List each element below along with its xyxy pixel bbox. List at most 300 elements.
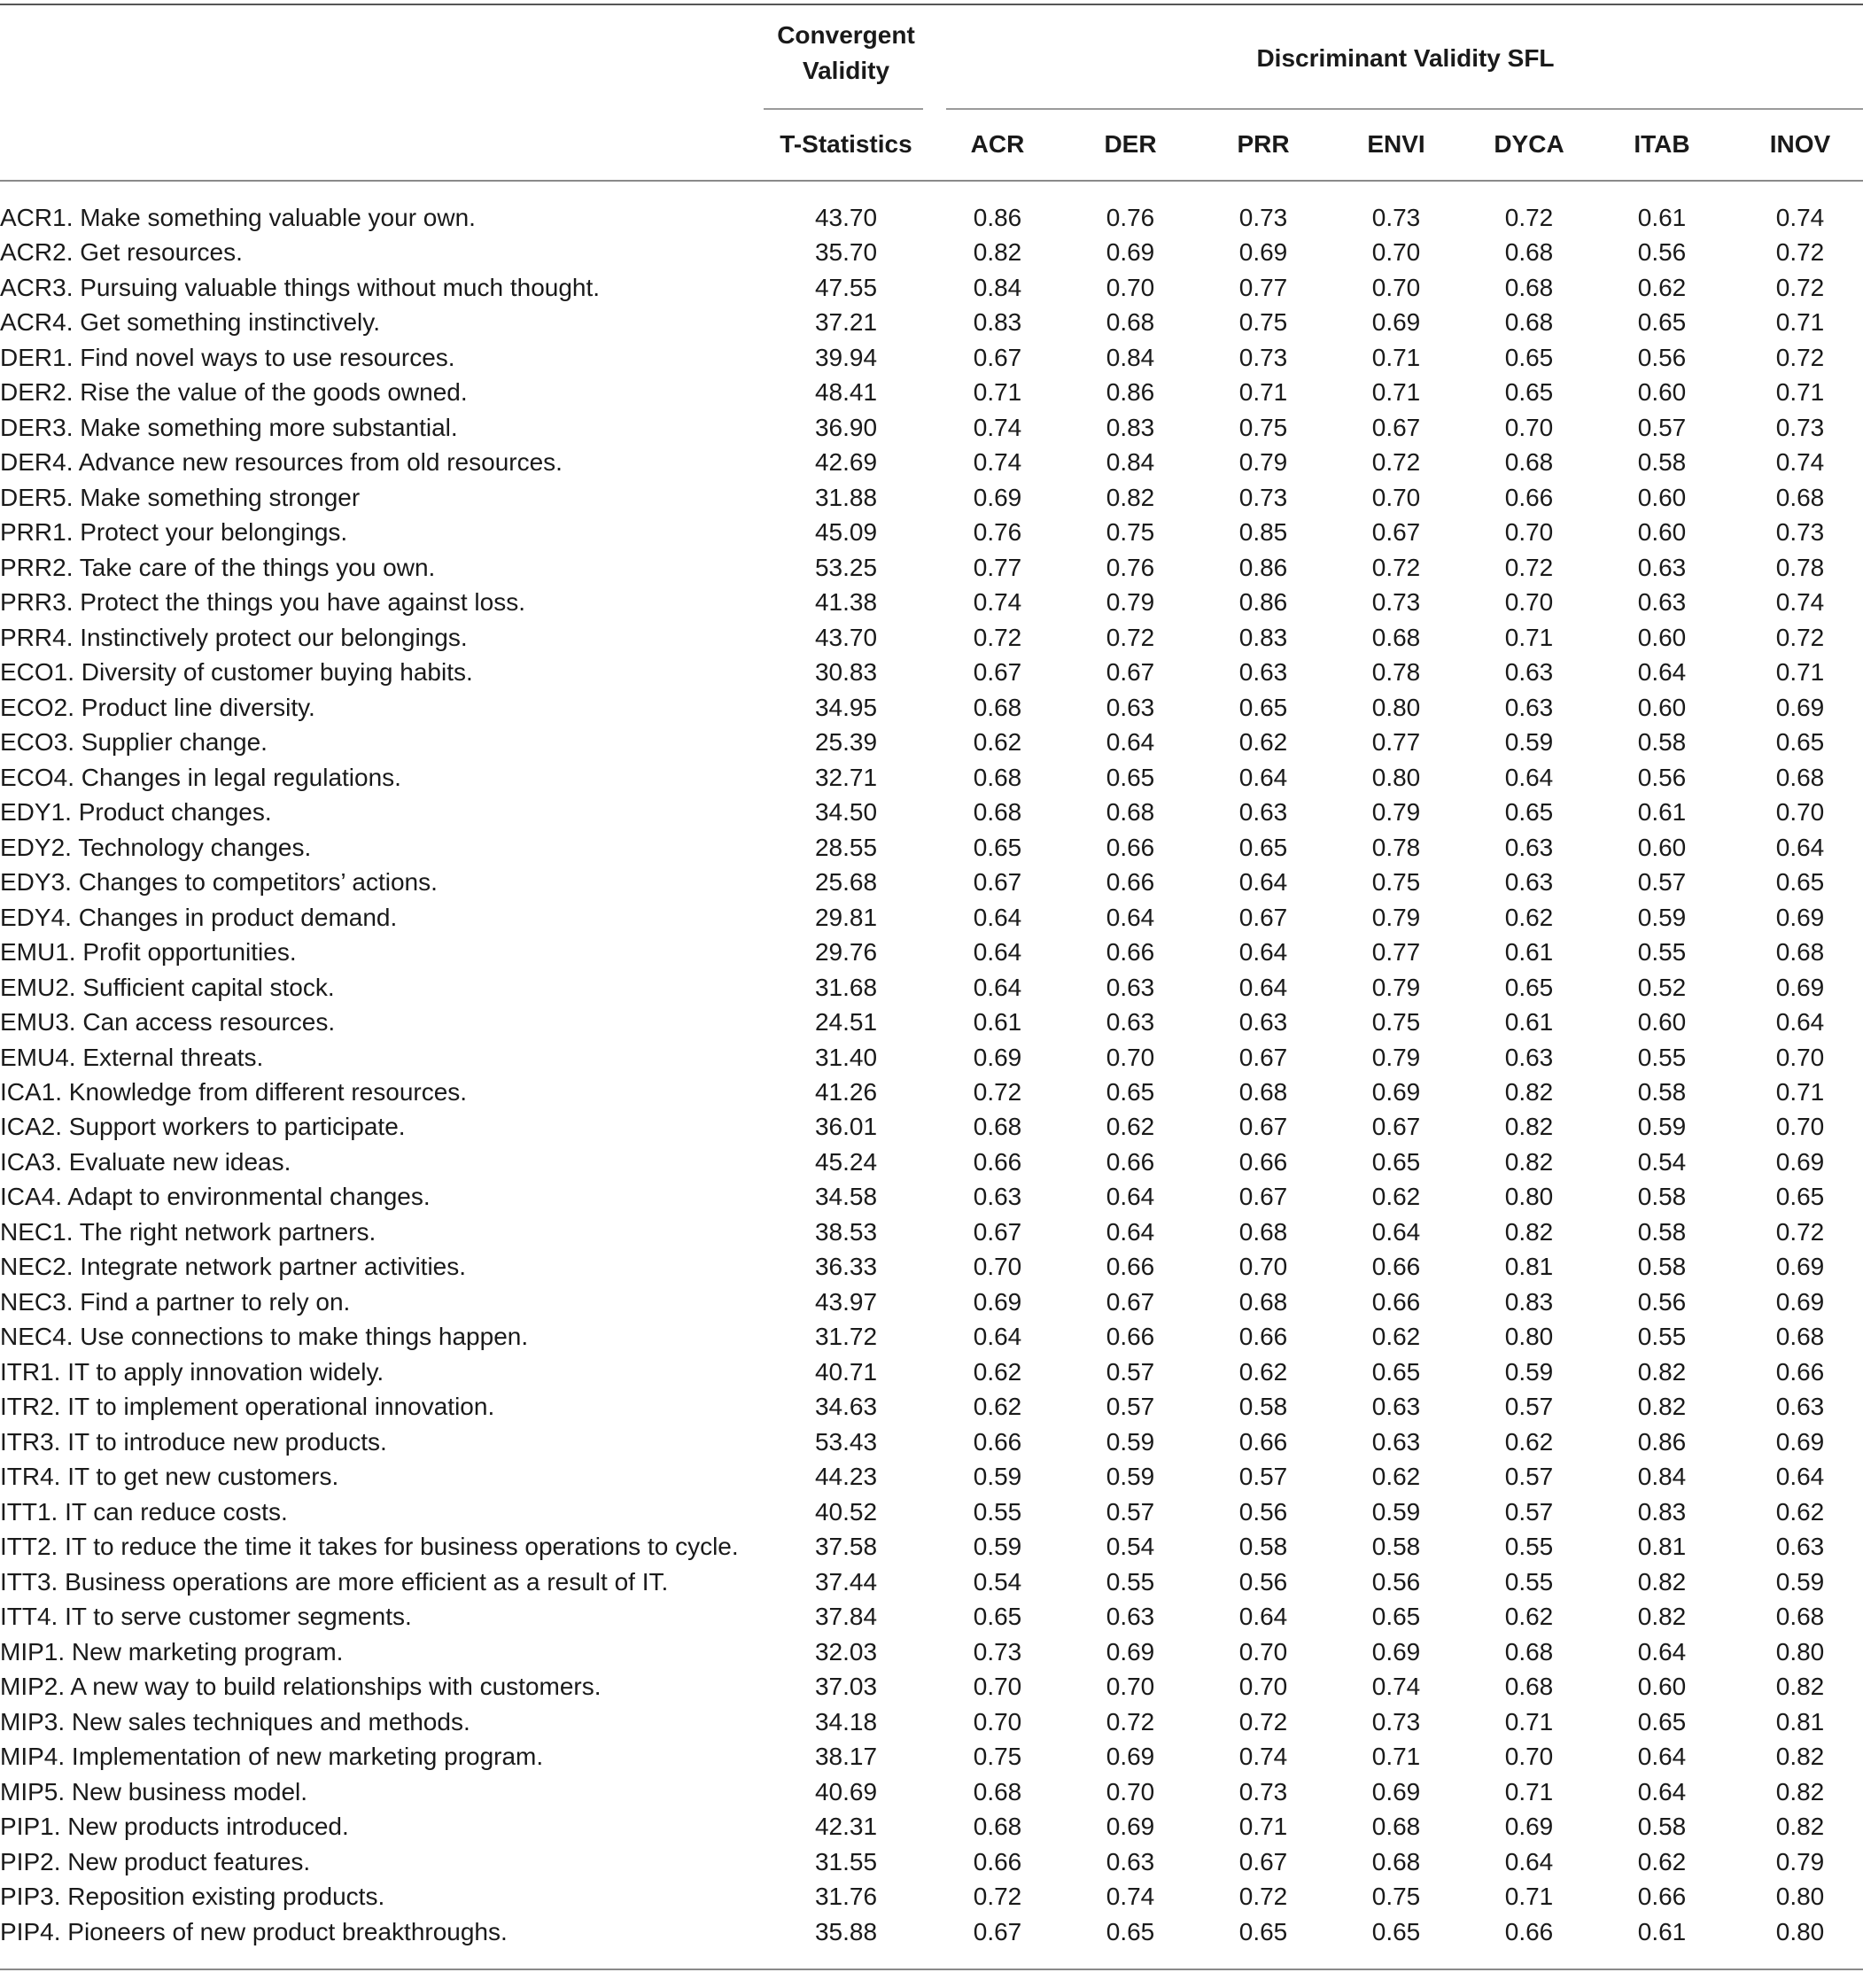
value-cell-inov: 0.63 [1775, 1533, 1825, 1561]
table-row [0, 865, 1863, 900]
value-cell-inov: 0.82 [1775, 1813, 1825, 1841]
item-label: ACR4. Get something instinctively. [0, 308, 380, 337]
value-cell-itab: 0.58 [1637, 728, 1687, 757]
value-cell-der: 0.70 [1106, 1673, 1155, 1701]
value-cell-t-statistics: 28.55 [814, 833, 878, 861]
value-cell-envi: 0.80 [1371, 763, 1421, 791]
value-cell-acr: 0.86 [973, 204, 1022, 231]
value-cell-itab: 0.60 [1637, 483, 1687, 511]
value-cell-itab: 0.61 [1637, 798, 1687, 827]
table-row [0, 1215, 1863, 1250]
value-cell-inov: 0.79 [1775, 1847, 1825, 1875]
item-label: ITR3. IT to introduce new products. [0, 1427, 387, 1456]
value-cell-der: 0.57 [1106, 1393, 1155, 1421]
value-cell-dyca: 0.82 [1504, 1078, 1554, 1106]
value-cell-envi: 0.71 [1371, 343, 1421, 371]
table-row [0, 900, 1863, 936]
value-cell-dyca: 0.71 [1504, 1883, 1554, 1911]
value-cell-inov: 0.69 [1775, 903, 1825, 931]
value-cell-prr: 0.68 [1238, 1078, 1288, 1106]
value-cell-envi: 0.70 [1371, 238, 1421, 267]
value-cell-t-statistics: 37.21 [814, 308, 878, 337]
value-cell-inov: 0.80 [1775, 1917, 1825, 1945]
value-cell-prr: 0.75 [1238, 413, 1288, 441]
item-label: ECO2. Product line diversity. [0, 693, 315, 721]
value-cell-envi: 0.68 [1371, 1847, 1421, 1875]
table-row [0, 1075, 1863, 1110]
value-cell-itab: 0.82 [1637, 1393, 1687, 1421]
value-cell-envi: 0.79 [1371, 1043, 1421, 1071]
value-cell-t-statistics: 41.38 [814, 588, 878, 617]
value-cell-acr: 0.69 [973, 483, 1022, 511]
item-label: MIP3. New sales techniques and methods. [0, 1707, 470, 1736]
header-bottom-rule [0, 180, 1863, 182]
value-cell-itab: 0.60 [1637, 1008, 1687, 1037]
value-cell-der: 0.84 [1106, 448, 1155, 477]
value-cell-prr: 0.68 [1238, 1287, 1288, 1316]
value-cell-dyca: 0.66 [1504, 483, 1554, 511]
value-cell-t-statistics: 39.94 [814, 343, 878, 371]
value-cell-prr: 0.56 [1238, 1497, 1288, 1526]
value-cell-acr: 0.64 [973, 1323, 1022, 1351]
value-cell-inov: 0.72 [1775, 273, 1825, 301]
table-row [0, 1844, 1863, 1880]
table-row [0, 1389, 1863, 1425]
value-cell-envi: 0.73 [1371, 204, 1421, 231]
value-cell-acr: 0.73 [973, 1637, 1022, 1666]
value-cell-dyca: 0.63 [1504, 1043, 1554, 1071]
value-cell-prr: 0.63 [1238, 798, 1288, 827]
value-cell-acr: 0.66 [973, 1847, 1022, 1875]
value-cell-dyca: 0.68 [1504, 273, 1554, 301]
value-cell-inov: 0.68 [1775, 1323, 1825, 1351]
value-cell-dyca: 0.70 [1504, 413, 1554, 441]
value-cell-prr: 0.73 [1238, 483, 1288, 511]
value-cell-t-statistics: 37.84 [814, 1603, 878, 1631]
item-label: MIP4. Implementation of new marketing program. [0, 1743, 544, 1771]
value-cell-dyca: 0.55 [1504, 1567, 1554, 1596]
value-cell-envi: 0.71 [1371, 1743, 1421, 1771]
value-cell-itab: 0.64 [1637, 1743, 1687, 1771]
value-cell-acr: 0.69 [973, 1287, 1022, 1316]
value-cell-t-statistics: 34.95 [814, 693, 878, 721]
value-cell-der: 0.69 [1106, 1743, 1155, 1771]
value-cell-dyca: 0.62 [1504, 1603, 1554, 1631]
value-cell-prr: 0.68 [1238, 1217, 1288, 1246]
table-row [0, 725, 1863, 760]
value-cell-dyca: 0.71 [1504, 623, 1554, 651]
value-cell-t-statistics: 53.25 [814, 553, 878, 581]
value-cell-dyca: 0.62 [1504, 1427, 1554, 1456]
item-label: EDY4. Changes in product demand. [0, 903, 398, 931]
value-cell-prr: 0.66 [1238, 1323, 1288, 1351]
value-cell-itab: 0.63 [1637, 588, 1687, 617]
item-label: NEC2. Integrate network partner activities. [0, 1253, 467, 1281]
value-cell-itab: 0.55 [1637, 938, 1687, 967]
value-cell-inov: 0.82 [1775, 1743, 1825, 1771]
value-cell-dyca: 0.68 [1504, 1673, 1554, 1701]
table-row [0, 1914, 1863, 1950]
table-row [0, 1355, 1863, 1390]
value-cell-t-statistics: 31.40 [814, 1043, 878, 1071]
value-cell-der: 0.66 [1106, 938, 1155, 967]
value-cell-envi: 0.62 [1371, 1323, 1421, 1351]
value-cell-prr: 0.77 [1238, 273, 1288, 301]
value-cell-dyca: 0.55 [1504, 1533, 1554, 1561]
value-cell-prr: 0.64 [1238, 763, 1288, 791]
value-cell-envi: 0.63 [1371, 1427, 1421, 1456]
value-cell-inov: 0.82 [1775, 1673, 1825, 1701]
item-label: ICA3. Evaluate new ideas. [0, 1147, 291, 1176]
value-cell-t-statistics: 25.39 [814, 728, 878, 757]
value-cell-itab: 0.56 [1637, 343, 1687, 371]
value-cell-prr: 0.67 [1238, 1043, 1288, 1071]
table-row [0, 305, 1863, 340]
item-label: EMU2. Sufficient capital stock. [0, 973, 335, 1001]
item-label: DER2. Rise the value of the goods owned. [0, 378, 468, 407]
value-cell-t-statistics: 31.55 [814, 1847, 878, 1875]
value-cell-acr: 0.77 [973, 553, 1022, 581]
value-cell-der: 0.70 [1106, 273, 1155, 301]
value-cell-acr: 0.74 [973, 448, 1022, 477]
value-cell-envi: 0.78 [1371, 658, 1421, 687]
column-header-dyca: DYCA [1494, 130, 1564, 158]
table-row [0, 935, 1863, 970]
value-cell-t-statistics: 40.69 [814, 1777, 878, 1806]
table-row [0, 200, 1863, 236]
value-cell-itab: 0.52 [1637, 973, 1687, 1001]
value-cell-inov: 0.80 [1775, 1883, 1825, 1911]
value-cell-t-statistics: 31.68 [814, 973, 878, 1001]
value-cell-inov: 0.73 [1775, 413, 1825, 441]
value-cell-dyca: 0.68 [1504, 448, 1554, 477]
item-label: EDY2. Technology changes. [0, 833, 312, 861]
value-cell-inov: 0.64 [1775, 833, 1825, 861]
table-row [0, 375, 1863, 410]
value-cell-prr: 0.73 [1238, 1777, 1288, 1806]
value-cell-inov: 0.82 [1775, 1777, 1825, 1806]
value-cell-inov: 0.68 [1775, 483, 1825, 511]
value-cell-t-statistics: 29.81 [814, 903, 878, 931]
value-cell-acr: 0.64 [973, 938, 1022, 967]
value-cell-acr: 0.68 [973, 798, 1022, 827]
value-cell-t-statistics: 42.69 [814, 448, 878, 477]
value-cell-t-statistics: 45.24 [814, 1147, 878, 1176]
value-cell-dyca: 0.63 [1504, 833, 1554, 861]
value-cell-dyca: 0.72 [1504, 204, 1554, 231]
value-cell-prr: 0.71 [1238, 378, 1288, 407]
value-cell-itab: 0.60 [1637, 1673, 1687, 1701]
value-cell-inov: 0.73 [1775, 518, 1825, 547]
table-row [0, 1739, 1863, 1774]
value-cell-itab: 0.58 [1637, 1078, 1687, 1106]
value-cell-prr: 0.70 [1238, 1673, 1288, 1701]
value-cell-envi: 0.68 [1371, 623, 1421, 651]
value-cell-itab: 0.64 [1637, 658, 1687, 687]
value-cell-inov: 0.63 [1775, 1393, 1825, 1421]
convergent-underline [764, 108, 923, 110]
table-row [0, 830, 1863, 866]
value-cell-der: 0.72 [1106, 1707, 1155, 1736]
value-cell-dyca: 0.61 [1504, 1008, 1554, 1037]
value-cell-dyca: 0.59 [1504, 728, 1554, 757]
value-cell-prr: 0.64 [1238, 868, 1288, 897]
value-cell-prr: 0.86 [1238, 588, 1288, 617]
value-cell-itab: 0.55 [1637, 1043, 1687, 1071]
discriminant-underline [946, 108, 1863, 110]
value-cell-der: 0.59 [1106, 1427, 1155, 1456]
value-cell-envi: 0.74 [1371, 1673, 1421, 1701]
value-cell-prr: 0.62 [1238, 728, 1288, 757]
item-label: EMU3. Can access resources. [0, 1008, 336, 1037]
item-label: ECO4. Changes in legal regulations. [0, 763, 401, 791]
table-row [0, 1774, 1863, 1810]
value-cell-prr: 0.79 [1238, 448, 1288, 477]
value-cell-itab: 0.56 [1637, 763, 1687, 791]
value-cell-itab: 0.62 [1637, 273, 1687, 301]
value-cell-itab: 0.60 [1637, 518, 1687, 547]
value-cell-envi: 0.62 [1371, 1463, 1421, 1491]
table-row [0, 970, 1863, 1006]
value-cell-inov: 0.68 [1775, 763, 1825, 791]
item-label: ACR1. Make something valuable your own. [0, 204, 476, 231]
value-cell-prr: 0.71 [1238, 1813, 1288, 1841]
value-cell-inov: 0.70 [1775, 798, 1825, 827]
value-cell-prr: 0.58 [1238, 1533, 1288, 1561]
value-cell-der: 0.66 [1106, 1253, 1155, 1281]
value-cell-itab: 0.84 [1637, 1463, 1687, 1491]
value-cell-der: 0.69 [1106, 1637, 1155, 1666]
table-row [0, 340, 1863, 376]
column-header-t-statistics: T-Statistics [780, 130, 912, 158]
value-cell-envi: 0.59 [1371, 1497, 1421, 1526]
value-cell-envi: 0.77 [1371, 728, 1421, 757]
value-cell-envi: 0.69 [1371, 1078, 1421, 1106]
value-cell-itab: 0.83 [1637, 1497, 1687, 1526]
table-row [0, 1705, 1863, 1740]
value-cell-itab: 0.82 [1637, 1357, 1687, 1386]
value-cell-envi: 0.79 [1371, 798, 1421, 827]
value-cell-t-statistics: 43.70 [814, 623, 878, 651]
value-cell-acr: 0.67 [973, 868, 1022, 897]
value-cell-itab: 0.82 [1637, 1567, 1687, 1596]
table-row [0, 550, 1863, 586]
item-label: ITT3. Business operations are more efficient as a result of IT. [0, 1567, 669, 1596]
value-cell-der: 0.63 [1106, 1008, 1155, 1037]
item-label: ITR1. IT to apply innovation widely. [0, 1357, 384, 1386]
value-cell-der: 0.64 [1106, 903, 1155, 931]
value-cell-inov: 0.71 [1775, 308, 1825, 337]
table-row [0, 1285, 1863, 1320]
item-label: ACR2. Get resources. [0, 238, 243, 267]
value-cell-t-statistics: 37.03 [814, 1673, 878, 1701]
value-cell-inov: 0.74 [1775, 448, 1825, 477]
table-row [0, 1145, 1863, 1180]
table-row [0, 1425, 1863, 1460]
value-cell-dyca: 0.63 [1504, 658, 1554, 687]
value-cell-t-statistics: 41.26 [814, 1078, 878, 1106]
value-cell-der: 0.63 [1106, 1847, 1155, 1875]
table-row [0, 515, 1863, 550]
value-cell-dyca: 0.70 [1504, 518, 1554, 547]
value-cell-acr: 0.55 [973, 1497, 1022, 1526]
value-cell-dyca: 0.64 [1504, 763, 1554, 791]
value-cell-der: 0.64 [1106, 1217, 1155, 1246]
table-row [0, 235, 1863, 270]
value-cell-prr: 0.66 [1238, 1427, 1288, 1456]
column-header-inov: INOV [1769, 130, 1831, 158]
value-cell-der: 0.63 [1106, 973, 1155, 1001]
value-cell-envi: 0.68 [1371, 1813, 1421, 1841]
value-cell-prr: 0.67 [1238, 1183, 1288, 1211]
value-cell-envi: 0.73 [1371, 588, 1421, 617]
value-cell-prr: 0.75 [1238, 308, 1288, 337]
value-cell-itab: 0.59 [1637, 1113, 1687, 1141]
value-cell-inov: 0.69 [1775, 1253, 1825, 1281]
value-cell-prr: 0.70 [1238, 1253, 1288, 1281]
value-cell-prr: 0.83 [1238, 623, 1288, 651]
value-cell-dyca: 0.59 [1504, 1357, 1554, 1386]
value-cell-t-statistics: 40.52 [814, 1497, 878, 1526]
value-cell-envi: 0.79 [1371, 973, 1421, 1001]
value-cell-dyca: 0.83 [1504, 1287, 1554, 1316]
value-cell-acr: 0.71 [973, 378, 1022, 407]
value-cell-prr: 0.73 [1238, 204, 1288, 231]
value-cell-der: 0.75 [1106, 518, 1155, 547]
column-header-der: DER [1104, 130, 1157, 158]
value-cell-t-statistics: 35.70 [814, 238, 878, 267]
value-cell-dyca: 0.65 [1504, 343, 1554, 371]
item-label: MIP5. New business model. [0, 1777, 308, 1806]
value-cell-acr: 0.65 [973, 833, 1022, 861]
value-cell-prr: 0.86 [1238, 553, 1288, 581]
value-cell-envi: 0.78 [1371, 833, 1421, 861]
value-cell-dyca: 0.72 [1504, 553, 1554, 581]
value-cell-itab: 0.66 [1637, 1883, 1687, 1911]
value-cell-t-statistics: 30.83 [814, 658, 878, 687]
value-cell-itab: 0.65 [1637, 308, 1687, 337]
table-row [0, 655, 1863, 690]
table-row [0, 1809, 1863, 1844]
value-cell-acr: 0.82 [973, 238, 1022, 267]
value-cell-der: 0.54 [1106, 1533, 1155, 1561]
item-label: PRR1. Protect your belongings. [0, 518, 348, 547]
item-label: PRR4. Instinctively protect our belongings. [0, 623, 468, 651]
value-cell-itab: 0.63 [1637, 553, 1687, 581]
value-cell-dyca: 0.82 [1504, 1147, 1554, 1176]
item-label: ITT2. IT to reduce the time it takes for business operations to cycle. [0, 1533, 739, 1561]
value-cell-itab: 0.58 [1637, 1253, 1687, 1281]
value-cell-envi: 0.75 [1371, 1008, 1421, 1037]
value-cell-inov: 0.59 [1775, 1567, 1825, 1596]
table-row [0, 690, 1863, 726]
value-cell-envi: 0.71 [1371, 378, 1421, 407]
value-cell-t-statistics: 38.17 [814, 1743, 878, 1771]
value-cell-envi: 0.77 [1371, 938, 1421, 967]
value-cell-dyca: 0.57 [1504, 1393, 1554, 1421]
value-cell-prr: 0.56 [1238, 1567, 1288, 1596]
item-label: EDY1. Product changes. [0, 798, 272, 827]
value-cell-der: 0.65 [1106, 1917, 1155, 1945]
value-cell-dyca: 0.62 [1504, 903, 1554, 931]
table-row [0, 445, 1863, 480]
value-cell-envi: 0.66 [1371, 1287, 1421, 1316]
value-cell-inov: 0.71 [1775, 378, 1825, 407]
value-cell-itab: 0.58 [1637, 1183, 1687, 1211]
value-cell-prr: 0.85 [1238, 518, 1288, 547]
value-cell-dyca: 0.82 [1504, 1113, 1554, 1141]
value-cell-inov: 0.69 [1775, 693, 1825, 721]
value-cell-envi: 0.70 [1371, 273, 1421, 301]
column-header-prr: PRR [1237, 130, 1290, 158]
value-cell-prr: 0.65 [1238, 833, 1288, 861]
value-cell-der: 0.57 [1106, 1357, 1155, 1386]
value-cell-inov: 0.69 [1775, 1427, 1825, 1456]
table-row [0, 1669, 1863, 1705]
column-header-envi: ENVI [1367, 130, 1425, 158]
table-row [0, 1249, 1863, 1285]
value-cell-acr: 0.67 [973, 1217, 1022, 1246]
value-cell-inov: 0.65 [1775, 728, 1825, 757]
item-label: DER5. Make something stronger [0, 483, 361, 511]
value-cell-der: 0.66 [1106, 868, 1155, 897]
item-label: PIP3. Reposition existing products. [0, 1883, 385, 1911]
value-cell-prr: 0.65 [1238, 1917, 1288, 1945]
value-cell-der: 0.65 [1106, 763, 1155, 791]
value-cell-envi: 0.75 [1371, 868, 1421, 897]
value-cell-der: 0.67 [1106, 1287, 1155, 1316]
table-row [0, 1319, 1863, 1355]
value-cell-t-statistics: 47.55 [814, 273, 878, 301]
value-cell-inov: 0.72 [1775, 1217, 1825, 1246]
value-cell-der: 0.69 [1106, 238, 1155, 267]
table-row [0, 1565, 1863, 1600]
value-cell-inov: 0.71 [1775, 1078, 1825, 1106]
value-cell-inov: 0.66 [1775, 1357, 1825, 1386]
value-cell-dyca: 0.64 [1504, 1847, 1554, 1875]
value-cell-der: 0.82 [1106, 483, 1155, 511]
value-cell-envi: 0.65 [1371, 1917, 1421, 1945]
value-cell-der: 0.79 [1106, 588, 1155, 617]
value-cell-inov: 0.72 [1775, 343, 1825, 371]
value-cell-inov: 0.74 [1775, 204, 1825, 231]
value-cell-acr: 0.65 [973, 1603, 1022, 1631]
value-cell-der: 0.63 [1106, 1603, 1155, 1631]
value-cell-acr: 0.68 [973, 763, 1022, 791]
value-cell-envi: 0.72 [1371, 448, 1421, 477]
table-row [0, 480, 1863, 516]
value-cell-envi: 0.62 [1371, 1183, 1421, 1211]
value-cell-dyca: 0.68 [1504, 308, 1554, 337]
item-label: PIP1. New products introduced. [0, 1813, 349, 1841]
value-cell-t-statistics: 40.71 [814, 1357, 878, 1386]
value-cell-der: 0.65 [1106, 1078, 1155, 1106]
value-cell-itab: 0.60 [1637, 378, 1687, 407]
value-cell-inov: 0.64 [1775, 1463, 1825, 1491]
value-cell-envi: 0.69 [1371, 1777, 1421, 1806]
value-cell-t-statistics: 36.01 [814, 1113, 878, 1141]
value-cell-envi: 0.65 [1371, 1357, 1421, 1386]
value-cell-prr: 0.64 [1238, 1603, 1288, 1631]
value-cell-der: 0.66 [1106, 1147, 1155, 1176]
value-cell-itab: 0.59 [1637, 903, 1687, 931]
value-cell-acr: 0.64 [973, 903, 1022, 931]
value-cell-envi: 0.79 [1371, 903, 1421, 931]
item-label: ECO1. Diversity of customer buying habits. [0, 658, 473, 687]
value-cell-inov: 0.70 [1775, 1043, 1825, 1071]
value-cell-itab: 0.62 [1637, 1847, 1687, 1875]
value-cell-prr: 0.67 [1238, 1847, 1288, 1875]
